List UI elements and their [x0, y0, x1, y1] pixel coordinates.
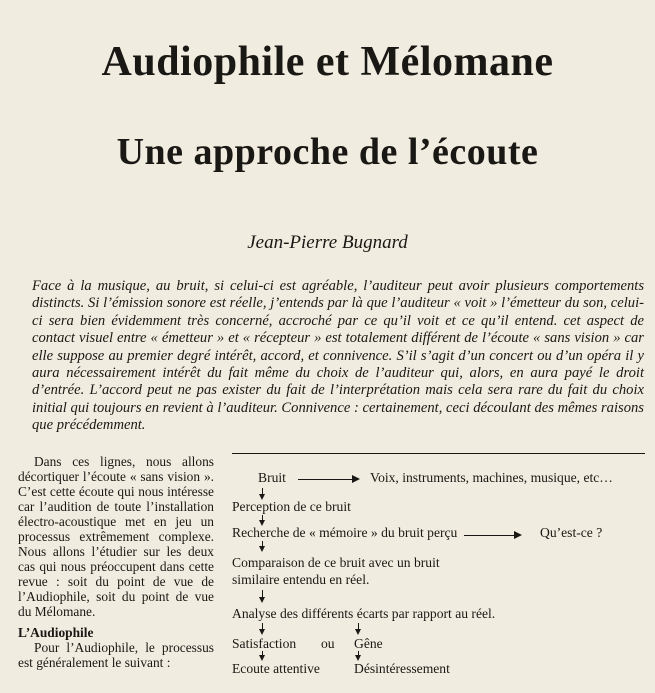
diagram-bruit: Bruit: [258, 470, 286, 485]
arrow-head-right: [352, 475, 360, 483]
arrow-head-down: [259, 597, 265, 603]
diagram-perception: Perception de ce bruit: [232, 499, 351, 514]
lead-paragraph: Face à la musique, au bruit, si celui-ci est agréable, l’auditeur peut avoir plusieurs comportements distincts. Si l’émission sonore est réelle, j’entends par là que l’auditeur « voit » l’émetteur du son, celui-ci sera bien évidemment très concerné, accroché par ce qu’il voit et ce qu’il entend. cet aspect de contact visuel entre « émetteur » et « récepteur » est totalement différent de l’écoute « sans vision » car elle suppose au premier degré intérêt, accord, et connivence. S’il s’agit d’un concert ou d’un opéra il y aura nécessairement intérêt du fait même du choix de l’auditeur qui, alors, en aura payé le droit d’entrée. L’accord peut ne pas exister du fait de l’interprétation mais cela sera rare du fait du choix initial qui toujours en revient à l’auditeur. Connivence : certainement, ceci découlant des mêmes raisons que précédemment.: [32, 278, 644, 434]
diagram-comparaison-2: similaire entendu en réel.: [232, 572, 370, 587]
diagram-ecoute: Ecoute attentive: [232, 661, 320, 676]
diagram-question: Qu’est-ce ?: [540, 525, 603, 540]
arrow-line: [298, 479, 354, 480]
diagram-bruit-result: Voix, instruments, machines, musique, etc…: [370, 470, 613, 485]
diagram-gene: Gêne: [354, 636, 383, 651]
arrow-head-down: [355, 629, 361, 635]
article-subtitle: Une approche de l’écoute: [116, 131, 539, 173]
diagram-satisfaction: Satisfaction: [232, 636, 297, 651]
diagram-recherche: Recherche de « mémoire » du bruit perçu: [232, 525, 458, 540]
diagram-desinteressement: Désintéressement: [354, 661, 450, 676]
author-byline: Jean-Pierre Bugnard: [247, 232, 408, 253]
arrow-head-down: [259, 546, 265, 552]
arrow-line: [464, 535, 516, 536]
section-heading-audiophile: L’Audiophile: [18, 625, 94, 640]
arrow-head-right: [514, 531, 522, 539]
body-column: [18, 454, 214, 670]
diagram-top-rule: [232, 453, 645, 454]
diagram-ou: ou: [321, 636, 335, 651]
arrow-head-down: [259, 629, 265, 635]
diagram-analyse: Analyse des différents écarts par rapport au réel.: [232, 606, 496, 621]
body-paragraph-1: Dans ces lignes, nous allons décortiquer l’écoute « sans vision ». C’est cette écoute qui nous intéresse car l’audition de toute l’installation électro-acoustique met en jeu un processus extrêmement complexe. Nous allons l’étudier sur les deux cas qui nous préoccupent dans cette revue : soit du point de vue de l’Audiophile, soit du point de vue du Mélomane.: [18, 454, 214, 619]
article-title: Audiophile et Mélomane: [101, 39, 554, 85]
diagram-comparaison-1: Comparaison de ce bruit avec un bruit: [232, 555, 440, 570]
body-paragraph-2: Pour l’Audiophile, le processus est généralement le suivant :: [18, 640, 214, 670]
